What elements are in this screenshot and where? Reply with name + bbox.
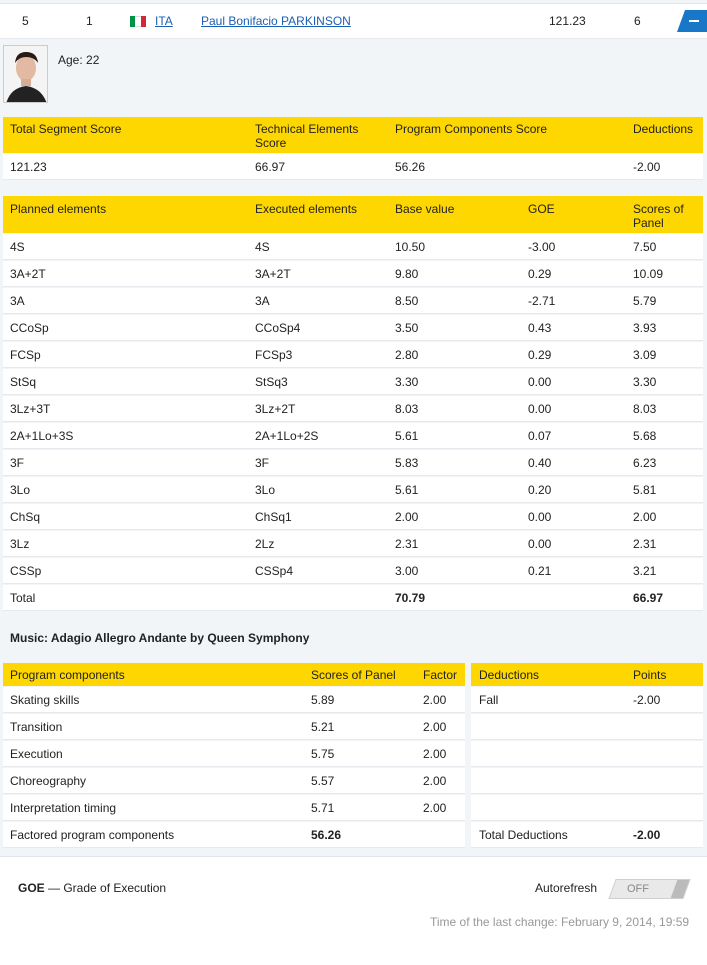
planned-element: CSSp [10,564,42,578]
component-name: Transition [10,720,63,734]
nation-link[interactable]: ITA [155,14,173,28]
panel-score: 3.30 [633,375,657,389]
header-scores-of-panel: Scores of Panel [633,202,684,230]
athlete-age: Age: 22 [58,53,100,67]
place: 6 [634,14,641,28]
panel-score: 6.23 [633,456,657,470]
header-base-value: Base value [395,202,455,216]
planned-element: 3Lo [10,483,31,497]
goe-value: 0.00 [528,375,552,389]
goe-value: 0.00 [528,402,552,416]
components-total-row [3,822,465,848]
deduction-row [471,768,703,794]
autorefresh-label: Autorefresh [535,881,598,895]
element-row [3,315,703,341]
goe-value: 0.00 [528,510,552,524]
element-row [3,369,703,395]
component-factor: 2.00 [423,747,447,761]
component-score: 5.89 [311,693,335,707]
elements-header [3,196,703,233]
component-score: 5.57 [311,774,335,788]
panel-score: 2.31 [633,537,657,551]
element-row [3,396,703,422]
header-planned: Planned elements [10,202,107,216]
total-base-value: 70.79 [395,591,426,605]
deductions-table [471,663,703,849]
goe-value: 0.29 [528,267,552,281]
element-row [3,450,703,476]
header-goe: GOE [528,202,555,216]
component-row [3,714,465,740]
footer [0,856,707,965]
component-factor: 2.00 [423,801,447,815]
component-score: 5.21 [311,720,335,734]
executed-element: FCSp3 [255,348,293,362]
executed-element: 2A+1Lo+2S [255,429,319,443]
panel-score: 10.09 [633,267,664,281]
total-label: Total [10,591,36,605]
base-value: 5.83 [395,456,419,470]
autorefresh-toggle[interactable] [608,879,690,899]
executed-element: 3Lo [255,483,276,497]
deduction-row [471,795,703,821]
athlete-result-row[interactable] [0,3,707,39]
planned-element: FCSp [10,348,41,362]
value-components: 56.26 [395,160,426,174]
planned-element: 2A+1Lo+3S [10,429,74,443]
executed-element: 2Lz [255,537,275,551]
goe-value: 0.00 [528,537,552,551]
goe-value: 0.40 [528,456,552,470]
components-table [3,663,465,849]
executed-element: 3Lz+2T [255,402,296,416]
base-value: 2.31 [395,537,419,551]
component-row [3,795,465,821]
goe-description: — Grade of Execution [48,881,167,895]
panel-score: 5.79 [633,294,657,308]
component-score: 5.75 [311,747,335,761]
collapse-button[interactable] [677,10,707,32]
base-value: 10.50 [395,240,426,254]
header-factor: Factor [423,668,458,682]
planned-element: 3F [10,456,25,470]
goe-value: 0.43 [528,321,552,335]
header-executed: Executed elements [255,202,358,216]
base-value: 3.30 [395,375,419,389]
executed-element: CCoSp4 [255,321,301,335]
factored-components-value: 56.26 [311,828,342,842]
executed-element: 4S [255,240,270,254]
component-name: Choreography [10,774,87,788]
component-score: 5.71 [311,801,335,815]
executed-element: ChSq1 [255,510,292,524]
component-name: Execution [10,747,63,761]
minus-icon [689,20,699,22]
total-deductions-label: Total Deductions [479,828,568,842]
goe-value: 0.21 [528,564,552,578]
goe-abbr: GOE [18,881,45,895]
value-total-segment: 121.23 [10,160,47,174]
planned-element: 3Lz+3T [10,402,51,416]
element-row [3,531,703,557]
panel-score: 8.03 [633,402,657,416]
factored-components-label: Factored program components [10,828,175,842]
goe-value: 0.29 [528,348,552,362]
header-deductions-name: Deductions [479,668,540,682]
panel-score: 7.50 [633,240,657,254]
component-row [3,768,465,794]
planned-element: 4S [10,240,25,254]
executed-element: 3A+2T [255,267,291,281]
header-deductions: Deductions [633,122,694,136]
element-row [3,477,703,503]
start-number: 1 [86,14,93,28]
last-change-time: Time of the last change: February 9, 2014, 19:59 [430,915,690,929]
goe-value: -2.71 [528,294,556,308]
executed-element: 3A [255,294,270,308]
executed-element: 3F [255,456,270,470]
element-row [3,558,703,584]
base-value: 8.50 [395,294,419,308]
executed-element: StSq3 [255,375,288,389]
base-value: 9.80 [395,267,419,281]
deduction-name: Fall [479,693,499,707]
panel-score: 5.68 [633,429,657,443]
component-factor: 2.00 [423,774,447,788]
planned-element: 3A+2T [10,267,46,281]
deduction-points: -2.00 [633,693,661,707]
element-row [3,423,703,449]
planned-element: StSq [10,375,37,389]
planned-element: ChSq [10,510,41,524]
header-points: Points [633,668,667,682]
athlete-photo [3,45,48,103]
elements-table [3,196,703,612]
goe-value: -3.00 [528,240,556,254]
base-value: 3.50 [395,321,419,335]
element-row [3,261,703,287]
element-row [3,288,703,314]
panel-score: 2.00 [633,510,657,524]
total-deductions-value: -2.00 [633,828,661,842]
component-name: Skating skills [10,693,80,707]
goe-value: 0.07 [528,429,552,443]
header-program-components: Program components [10,668,125,682]
base-value: 5.61 [395,429,419,443]
goe-legend [18,881,166,895]
header-total-segment: Total Segment Score [10,122,122,136]
planned-element: CCoSp [10,321,49,335]
italy-flag-icon [130,16,146,27]
summary-row [3,154,703,180]
header-components: Program Components Score [395,122,548,136]
deduction-row [471,741,703,767]
deduction-row [471,714,703,740]
summary-table [3,117,703,181]
panel-score: 5.81 [633,483,657,497]
component-row [3,687,465,713]
header-panel-score: Scores of Panel [311,668,396,682]
base-value: 5.61 [395,483,419,497]
base-value: 2.00 [395,510,419,524]
element-row [3,234,703,260]
component-row [3,741,465,767]
total-score: 121.23 [549,14,586,28]
component-name: Interpretation timing [10,801,117,815]
base-value: 3.00 [395,564,419,578]
header-technical: Technical Elements Score [255,122,359,150]
panel-score: 3.09 [633,348,657,362]
value-deductions: -2.00 [633,160,661,174]
total-panel-score: 66.97 [633,591,664,605]
toggle-state-label: OFF [627,883,649,895]
planned-element: 3Lz [10,537,30,551]
base-value: 2.80 [395,348,419,362]
components-header [3,663,465,686]
deduction-row [471,687,703,713]
summary-header [3,117,703,153]
component-factor: 2.00 [423,693,447,707]
goe-value: 0.20 [528,483,552,497]
planned-element: 3A [10,294,25,308]
base-value: 8.03 [395,402,419,416]
panel-score: 3.93 [633,321,657,335]
component-factor: 2.00 [423,720,447,734]
executed-element: CSSp4 [255,564,294,578]
elements-total-row [3,585,703,611]
value-technical: 66.97 [255,160,286,174]
element-row [3,342,703,368]
music-title: Music: Adagio Allegro Andante by Queen Symphony [10,631,310,645]
athlete-name-link[interactable]: Paul Bonifacio PARKINSON [201,14,351,28]
rank: 5 [22,14,29,28]
element-row [3,504,703,530]
deductions-header [471,663,703,686]
panel-score: 3.21 [633,564,657,578]
deductions-total-row [471,822,703,848]
